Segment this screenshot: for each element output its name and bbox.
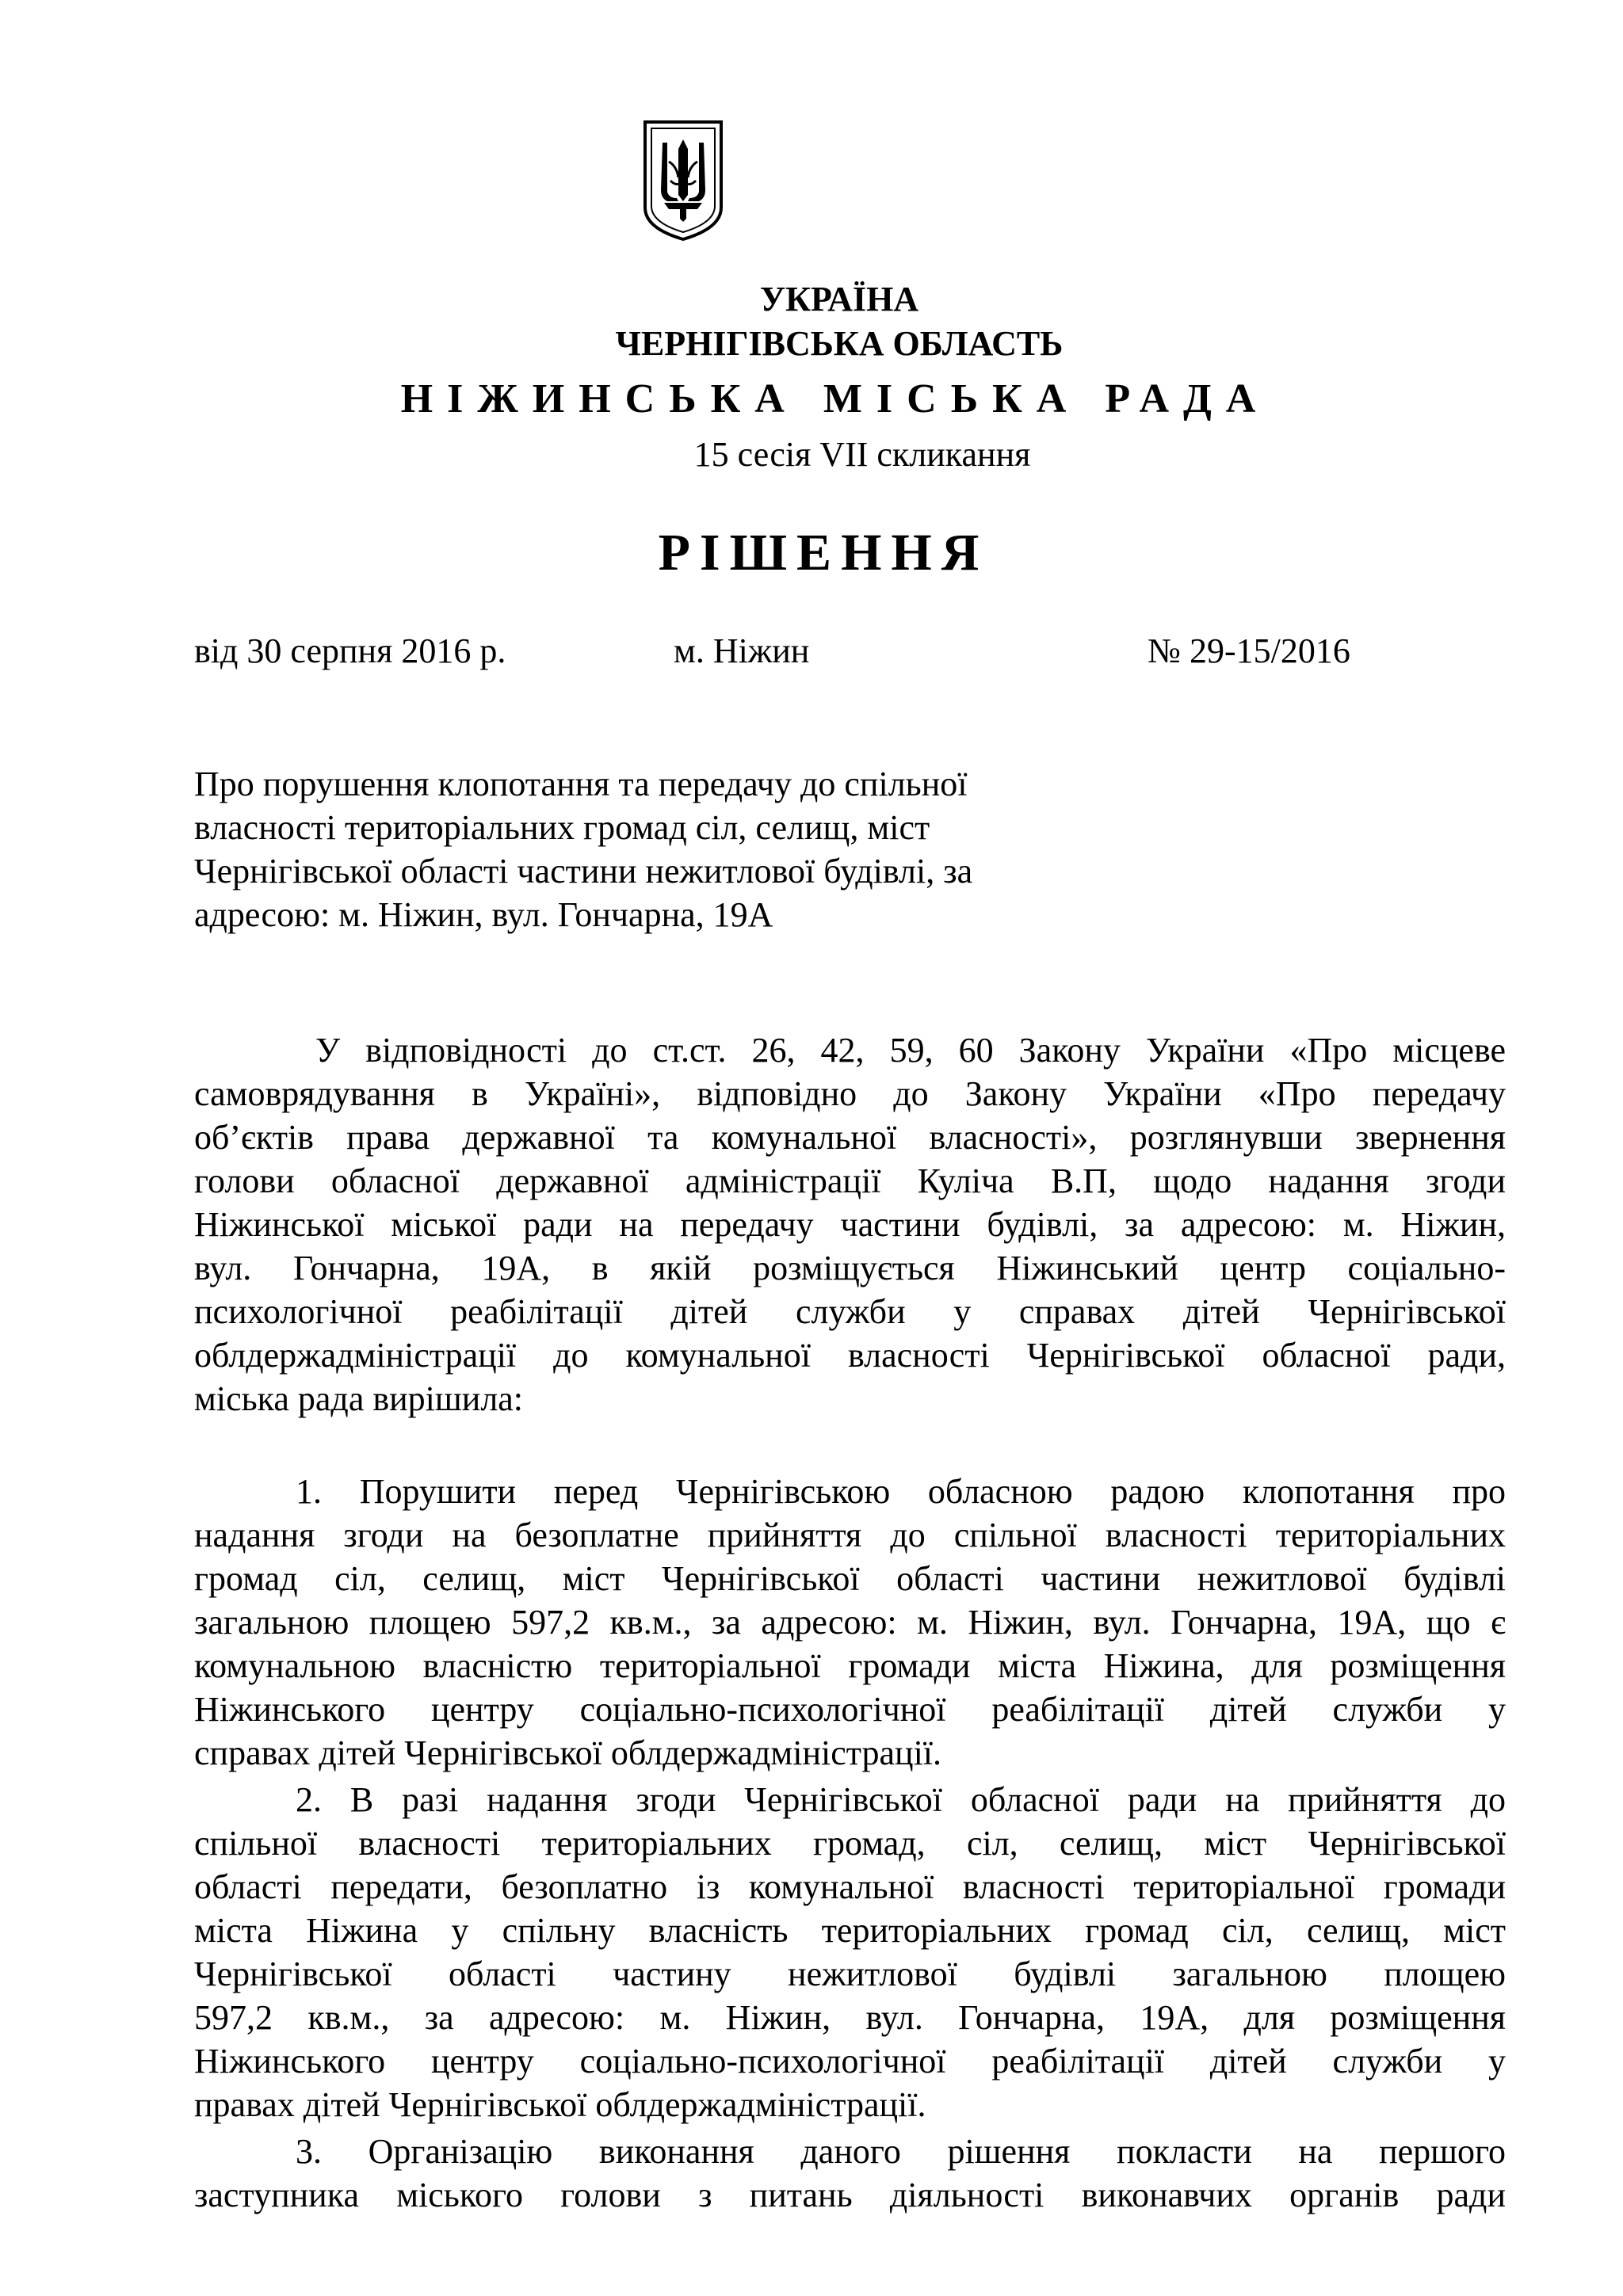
paragraph-line: загальною площею 597,2 кв.м., за адресою: м. Ніжин, вул. Гончарна, 19А, що є [194,1603,1506,1642]
paragraph-line: 597,2 кв.м., за адресою: м. Ніжин, вул. Гончарна, 19А, для розміщення [194,1998,1506,2037]
paragraph-line: Чернігівської області частину нежитлової будівлі загальною площею [194,1955,1506,1993]
paragraph-line: Ніжинського центру соціально-психологічної реабілітації дітей служби у [194,2042,1506,2081]
paragraph-line: Ніжинського центру соціально-психологічної реабілітації дітей служби у [194,1690,1506,1729]
paragraph-line: 1. Порушити перед Чернігівською обласною радою клопотання про [296,1472,1506,1511]
decision-item-1 [194,1470,1506,1775]
paragraph-line: комунальною власністю територіальної громади міста Ніжина, для розміщення [194,1646,1506,1685]
paragraph-line: міська рада вирішила: [194,1379,524,1418]
subject-line: Про порушення клопотання та передачу до спільної [194,765,968,803]
paragraph-line: об’єктів права державної та комунальної власності», розглянувши звернення [194,1118,1506,1157]
paragraph-line: самоврядування в Україні», відповідно до Закону України «Про передачу [194,1074,1506,1113]
paragraph-line: міста Ніжина у спільну власність територіальних громад сіл, селищ, міст [194,1911,1506,1950]
council-title: НІЖИНСЬКА МІСЬКА РАДА [400,376,1270,421]
country-title: УКРАЇНА [759,280,919,318]
region-title: ЧЕРНІГІВСЬКА ОБЛАСТЬ [615,324,1064,363]
decision-number: № 29-15/2016 [1148,631,1350,670]
paragraph-line: облдержадміністрації до комунальної власності Чернігівської обласної ради, [194,1336,1506,1375]
decision-city: м. Ніжин [674,631,810,670]
subject-line: Чернігівської області частини нежитлової будівлі, за [194,852,973,891]
paragraph-line: 3. Організацію виконання даного рішення покласти на першого [296,2132,1506,2171]
coat-of-arms-icon [640,119,726,242]
paragraph-line: психологічної реабілітації дітей служби у справах дітей Чернігівської [194,1292,1506,1331]
decision-item-2 [194,1778,1506,2126]
paragraph-line: 2. В разі надання згоди Чернігівської обласної ради на прийняття до [296,1780,1506,1819]
decision-subject [194,762,1145,936]
decision-date: від 30 серпня 2016 р. [194,631,506,670]
paragraph-line: Ніжинської міської ради на передачу частини будівлі, за адресою: м. Ніжин, [194,1205,1506,1244]
subject-line: адресою: м. Ніжин, вул. Гончарна, 19А [194,895,773,934]
paragraph-line: заступника міського голови з питань діяльності виконавчих органів ради [194,2176,1506,2214]
paragraph-line: громад сіл, селищ, міст Чернігівської області частини нежитлової будівлі [194,1559,1506,1598]
document-type-title: РІШЕННЯ [658,524,989,582]
preamble-paragraph [194,1028,1506,1421]
subject-line: власності територіальних громад сіл, селищ, міст [194,808,930,847]
paragraph-line: правах дітей Чернігівської облдержадміністрації. [194,2085,926,2124]
paragraph-line: У відповідності до ст.ст. 26, 42, 59, 60 Закону України «Про місцеве [315,1031,1506,1070]
paragraph-line: спільної власності територіальних громад, сіл, селищ, міст Чернігівської [194,1824,1506,1863]
paragraph-line: надання згоди на безоплатне прийняття до спільної власності територіальних [194,1516,1506,1554]
paragraph-line: справах дітей Чернігівської облдержадміністрації. [194,1733,942,1772]
session-title: 15 сесія VII скликання [693,435,1031,474]
decision-item-3 [194,2130,1506,2217]
paragraph-line: голови обласної державної адміністрації Куліча В.П, щодо надання згоди [194,1161,1506,1200]
paragraph-line: вул. Гончарна, 19А, в якій розміщується Ніжинський центр соціально- [194,1249,1506,1287]
paragraph-line: області передати, безоплатно із комунальної власності територіальної громади [194,1867,1506,1906]
